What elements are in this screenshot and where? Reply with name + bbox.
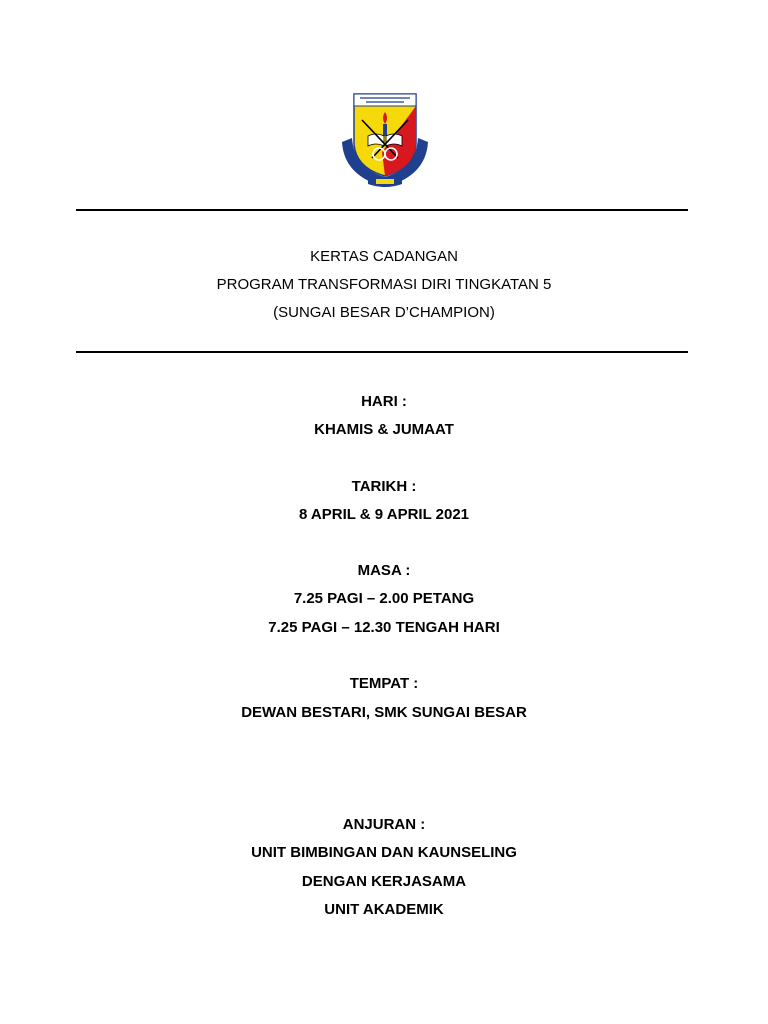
tarikh-label: TARIKH : xyxy=(351,478,417,495)
tarikh-value: 8 APRIL & 9 APRIL 2021 xyxy=(298,506,470,523)
tempat-value: DEWAN BESTARI, SMK SUNGAI BESAR xyxy=(241,704,527,721)
tempat-label: TEMPAT : xyxy=(349,675,419,692)
top-divider xyxy=(76,209,688,211)
program-subtitle: (SUNGAI BESAR D’CHAMPION) xyxy=(273,304,495,321)
anjuran-line-2: DENGAN KERJASAMA xyxy=(301,873,467,890)
anjuran-line-1: UNIT BIMBINGAN DAN KAUNSELING xyxy=(251,844,517,861)
anjuran-line-3: UNIT AKADEMIK xyxy=(324,901,444,918)
anjuran-label: ANJURAN : xyxy=(342,816,426,833)
hari-label: HARI : xyxy=(361,393,407,410)
masa-label: MASA : xyxy=(357,562,411,579)
masa-value-2: 7.25 PAGI – 12.30 TENGAH HARI xyxy=(268,619,500,636)
masa-value-1: 7.25 PAGI – 2.00 PETANG xyxy=(293,590,475,607)
program-title: PROGRAM TRANSFORMASI DIRI TINGKATAN 5 xyxy=(216,276,552,293)
school-crest-logo xyxy=(338,92,432,188)
doc-title: KERTAS CADANGAN xyxy=(310,248,458,265)
hari-value: KHAMIS & JUMAAT xyxy=(314,421,454,438)
bottom-divider xyxy=(76,351,688,353)
